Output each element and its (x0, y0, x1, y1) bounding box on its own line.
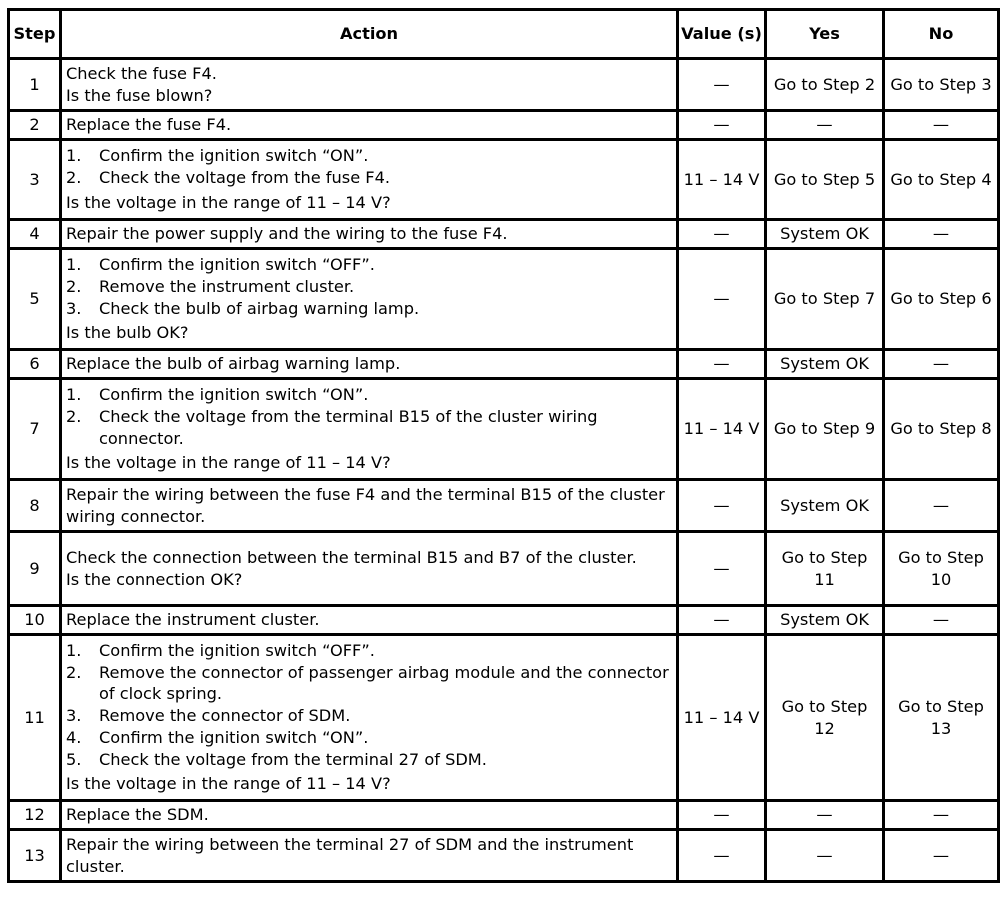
action-item-number: 2. (66, 276, 82, 296)
yes-cell: System OK (766, 606, 884, 635)
no-cell: — (884, 350, 999, 379)
step-number: 3 (9, 140, 61, 220)
yes-cell: — (766, 801, 884, 830)
table-row (9, 59, 999, 111)
step-number: 6 (9, 350, 61, 379)
action-item (66, 254, 672, 276)
action-item (66, 384, 672, 406)
no-cell: Go to Step 4 (884, 140, 999, 220)
no-cell: — (884, 801, 999, 830)
action-question: Is the voltage in the range of 11 – 14 V? (66, 192, 391, 212)
step-number: 8 (9, 480, 61, 532)
action-cell (61, 801, 678, 830)
action-item-text: Check the voltage from the terminal 27 of SDM. (99, 749, 487, 769)
action-cell (61, 111, 678, 140)
yes-cell: Go to Step 12 (766, 635, 884, 801)
step-number: 5 (9, 249, 61, 350)
table-row (9, 606, 999, 635)
diagnostic-table (7, 8, 1000, 883)
action-item-text: Remove the connector of passenger airbag module and the connector of clock spring. (99, 662, 669, 704)
action-item (66, 298, 672, 320)
action-line: Repair the wiring between the terminal 27 of SDM and the instrument cluster. (66, 834, 634, 876)
action-item-number: 3. (66, 298, 82, 318)
table-row (9, 532, 999, 606)
table-row (9, 379, 999, 480)
value-cell: — (678, 350, 766, 379)
action-cell (61, 606, 678, 635)
action-cell (61, 480, 678, 532)
no-cell: Go to Step 13 (884, 635, 999, 801)
action-item-number: 5. (66, 749, 82, 769)
action-item-text: Check the bulb of airbag warning lamp. (99, 298, 420, 318)
action-line: Replace the fuse F4. (66, 115, 232, 135)
action-item-number: 1. (66, 641, 82, 661)
action-item (66, 145, 672, 167)
table-row (9, 140, 999, 220)
table-row (9, 830, 999, 882)
action-item-text: Confirm the ignition switch “OFF”. (99, 255, 375, 275)
action-item-text: Confirm the ignition switch “ON”. (99, 727, 369, 747)
action-item (66, 276, 672, 298)
no-cell: Go to Step 6 (884, 249, 999, 350)
yes-cell: System OK (766, 220, 884, 249)
header-row (9, 10, 999, 59)
action-item-number: 2. (66, 168, 82, 188)
action-question: Is the voltage in the range of 11 – 14 V? (66, 774, 391, 794)
table-row (9, 249, 999, 350)
header-no: No (884, 10, 999, 59)
no-cell: — (884, 830, 999, 882)
action-line: Repair the power supply and the wiring to the fuse F4. (66, 224, 508, 244)
action-line: Is the connection OK? (66, 569, 243, 589)
action-cell (61, 635, 678, 801)
action-cell (61, 249, 678, 350)
no-cell: Go to Step 8 (884, 379, 999, 480)
action-cell (61, 379, 678, 480)
value-cell: — (678, 532, 766, 606)
action-line: Check the fuse F4. (66, 63, 217, 83)
action-cell (61, 532, 678, 606)
action-item-number: 1. (66, 385, 82, 405)
action-item (66, 662, 672, 705)
no-cell: Go to Step 3 (884, 59, 999, 111)
action-cell (61, 220, 678, 249)
action-line: Replace the bulb of airbag warning lamp. (66, 354, 401, 374)
value-cell: — (678, 249, 766, 350)
table-row (9, 480, 999, 532)
action-item-number: 2. (66, 662, 82, 682)
action-item-text: Check the voltage from the fuse F4. (99, 168, 391, 188)
table-header (9, 10, 999, 59)
action-line: Replace the instrument cluster. (66, 610, 320, 630)
yes-cell: System OK (766, 350, 884, 379)
step-number: 1 (9, 59, 61, 111)
action-item-text: Confirm the ignition switch “OFF”. (99, 641, 375, 661)
table-row (9, 635, 999, 801)
action-question: Is the bulb OK? (66, 323, 189, 343)
step-number: 4 (9, 220, 61, 249)
action-item-text: Check the voltage from the terminal B15 of the cluster wiring connector. (99, 406, 598, 448)
table-row (9, 220, 999, 249)
table-row (9, 350, 999, 379)
action-item-text: Remove the instrument cluster. (99, 276, 355, 296)
action-cell (61, 350, 678, 379)
action-item-number: 1. (66, 146, 82, 166)
header-value: Value (s) (678, 10, 766, 59)
action-item-number: 4. (66, 727, 82, 747)
yes-cell: Go to Step 11 (766, 532, 884, 606)
action-cell (61, 59, 678, 111)
action-item-number: 2. (66, 406, 82, 426)
no-cell: — (884, 111, 999, 140)
value-cell: — (678, 59, 766, 111)
header-yes: Yes (766, 10, 884, 59)
step-number: 11 (9, 635, 61, 801)
action-item-text: Remove the connector of SDM. (99, 706, 351, 726)
step-number: 10 (9, 606, 61, 635)
no-cell: Go to Step 10 (884, 532, 999, 606)
action-item-text: Confirm the ignition switch “ON”. (99, 146, 369, 166)
step-number: 2 (9, 111, 61, 140)
yes-cell: Go to Step 2 (766, 59, 884, 111)
action-item (66, 727, 672, 749)
header-step: Step (9, 10, 61, 59)
value-cell: — (678, 111, 766, 140)
no-cell: — (884, 480, 999, 532)
action-line: Check the connection between the terminal B15 and B7 of the cluster. (66, 547, 637, 567)
action-item-text: Confirm the ignition switch “ON”. (99, 385, 369, 405)
header-action: Action (61, 10, 678, 59)
no-cell: — (884, 220, 999, 249)
yes-cell: — (766, 830, 884, 882)
table-row (9, 111, 999, 140)
value-cell: — (678, 220, 766, 249)
action-item-number: 1. (66, 255, 82, 275)
value-cell: — (678, 830, 766, 882)
action-item (66, 640, 672, 662)
value-cell: 11 – 14 V (678, 635, 766, 801)
action-item (66, 705, 672, 727)
action-item (66, 406, 672, 449)
table-row (9, 801, 999, 830)
action-cell (61, 140, 678, 220)
value-cell: — (678, 606, 766, 635)
action-cell (61, 830, 678, 882)
yes-cell: Go to Step 7 (766, 249, 884, 350)
value-cell: 11 – 14 V (678, 140, 766, 220)
action-item (66, 749, 672, 771)
action-item-number: 3. (66, 706, 82, 726)
step-number: 9 (9, 532, 61, 606)
action-item (66, 167, 672, 189)
yes-cell: System OK (766, 480, 884, 532)
step-number: 7 (9, 379, 61, 480)
step-number: 13 (9, 830, 61, 882)
value-cell: 11 – 14 V (678, 379, 766, 480)
yes-cell: — (766, 111, 884, 140)
no-cell: — (884, 606, 999, 635)
action-question: Is the voltage in the range of 11 – 14 V? (66, 453, 391, 473)
table-body (9, 59, 999, 882)
value-cell: — (678, 801, 766, 830)
yes-cell: Go to Step 9 (766, 379, 884, 480)
action-line: Repair the wiring between the fuse F4 and the terminal B15 of the cluster wiring connector. (66, 484, 665, 526)
action-line: Is the fuse blown? (66, 85, 213, 105)
value-cell: — (678, 480, 766, 532)
action-line: Replace the SDM. (66, 805, 209, 825)
yes-cell: Go to Step 5 (766, 140, 884, 220)
step-number: 12 (9, 801, 61, 830)
